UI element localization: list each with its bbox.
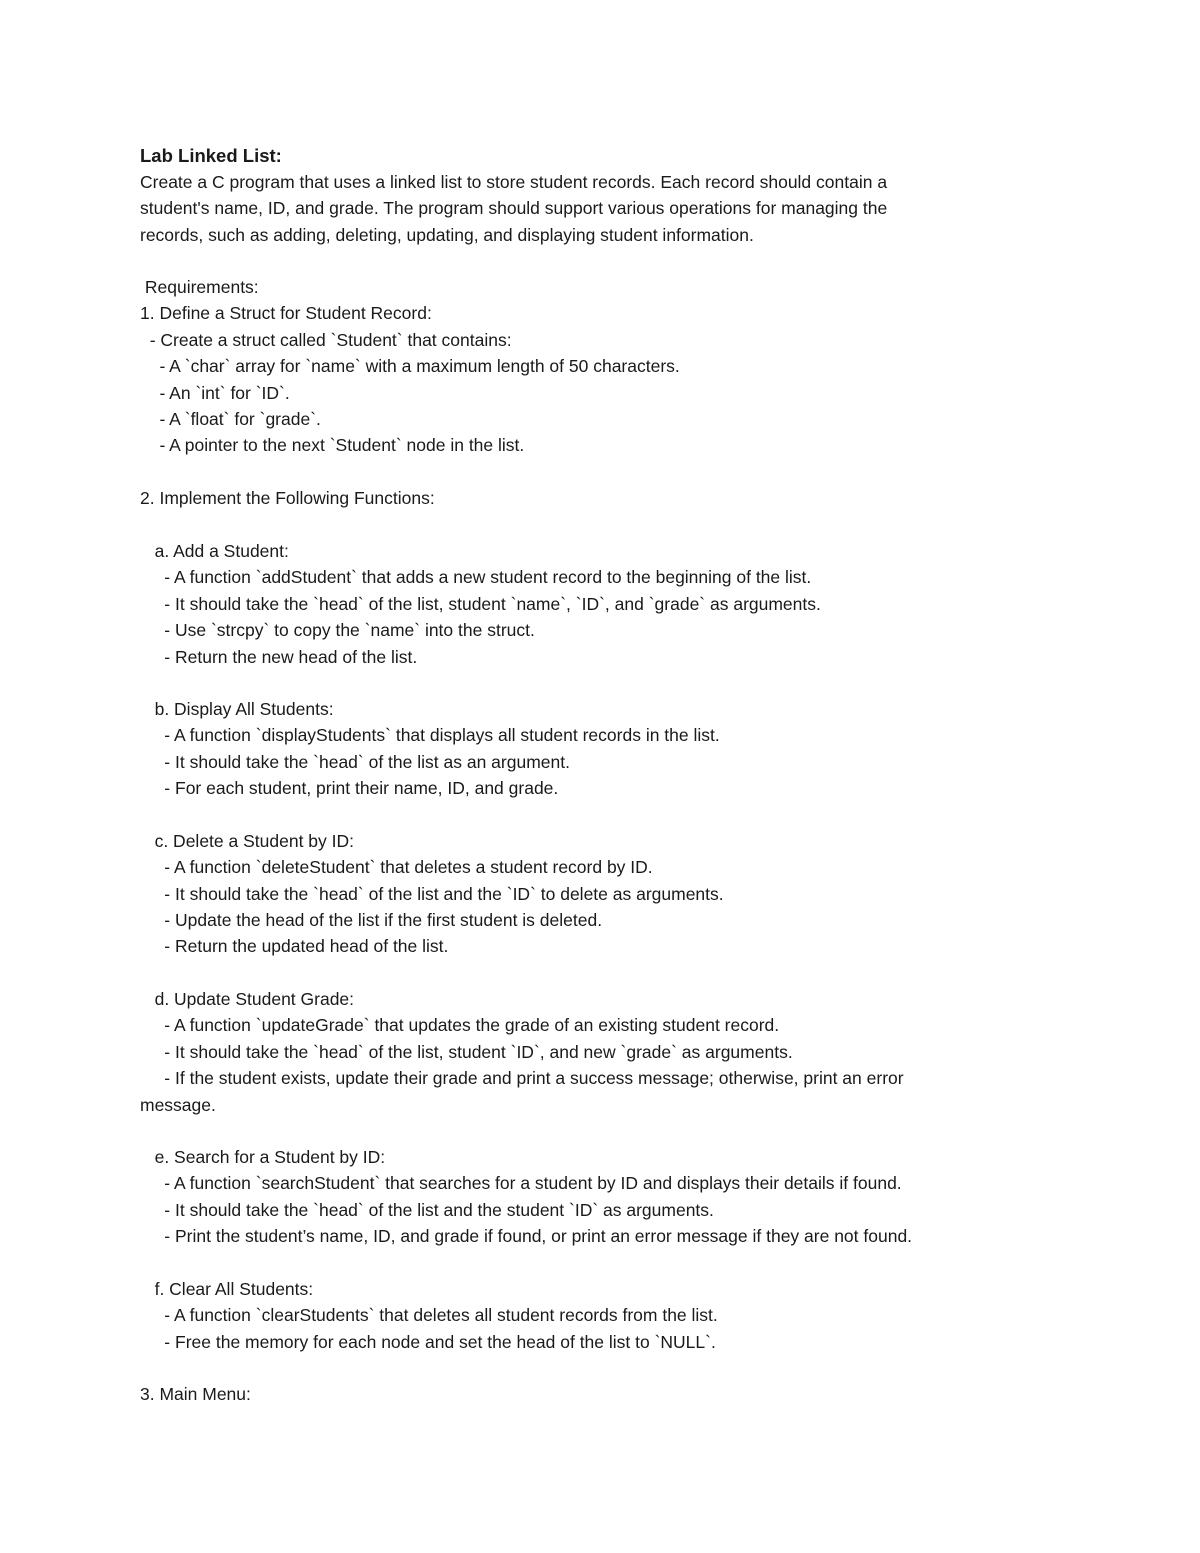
section-3-heading: 3. Main Menu: [140, 1384, 251, 1404]
subsection-c-heading: c. Delete a Student by ID: [140, 831, 354, 851]
subsection-f-line: - Free the memory for each node and set the head of the list to `NULL`. [140, 1332, 716, 1352]
intro-line: records, such as adding, deleting, updating, and displaying student information. [140, 225, 754, 245]
section-1-line: - A `char` array for `name` with a maximum length of 50 characters. [140, 356, 680, 376]
subsection-a-line: - Use `strcpy` to copy the `name` into the struct. [140, 620, 535, 640]
subsection-d-line: - A function `updateGrade` that updates the grade of an existing student record. [140, 1015, 780, 1035]
subsection-d-line: - If the student exists, update their grade and print a success message; otherwise, print an error [140, 1068, 904, 1088]
section-2-heading: 2. Implement the Following Functions: [140, 488, 435, 508]
section-1-line: - A pointer to the next `Student` node in the list. [140, 435, 525, 455]
subsection-b-line: - For each student, print their name, ID, and grade. [140, 778, 559, 798]
section-1-line: - A `float` for `grade`. [140, 409, 321, 429]
intro-line: student's name, ID, and grade. The program should support various operations for managing the [140, 198, 888, 218]
subsection-d-line: message. [140, 1095, 216, 1115]
subsection-c-line: - It should take the `head` of the list and the `ID` to delete as arguments. [140, 884, 724, 904]
subsection-a-line: - It should take the `head` of the list, student `name`, `ID`, and `grade` as arguments. [140, 594, 821, 614]
subsection-b-line: - It should take the `head` of the list as an argument. [140, 752, 570, 772]
subsection-b-line: - A function `displayStudents` that displays all student records in the list. [140, 725, 720, 745]
subsection-e-line: - A function `searchStudent` that searches for a student by ID and displays their details if found. [140, 1173, 902, 1193]
requirements-heading: Requirements: [140, 277, 259, 297]
subsection-a-line: - Return the new head of the list. [140, 647, 418, 667]
subsection-f-heading: f. Clear All Students: [140, 1279, 314, 1299]
subsection-f-line: - A function `clearStudents` that deletes all student records from the list. [140, 1305, 718, 1325]
subsection-b-heading: b. Display All Students: [140, 699, 334, 719]
subsection-e-heading: e. Search for a Student by ID: [140, 1147, 386, 1167]
subsection-d-heading: d. Update Student Grade: [140, 989, 355, 1009]
subsection-a-line: - A function `addStudent` that adds a new student record to the beginning of the list. [140, 567, 812, 587]
subsection-a-heading: a. Add a Student: [140, 541, 289, 561]
subsection-e-line: - It should take the `head` of the list and the student `ID` as arguments. [140, 1200, 714, 1220]
subsection-c-line: - Update the head of the list if the first student is deleted. [140, 910, 603, 930]
section-1-line: - Create a struct called `Student` that contains: [140, 330, 512, 350]
subsection-e-line: - Print the student’s name, ID, and grade if found, or print an error message if they are not found. [140, 1226, 913, 1246]
subsection-c-line: - A function `deleteStudent` that deletes a student record by ID. [140, 857, 653, 877]
section-1-line: - An `int` for `ID`. [140, 383, 290, 403]
subsection-d-line: - It should take the `head` of the list, student `ID`, and new `grade` as arguments. [140, 1042, 793, 1062]
section-1-heading: 1. Define a Struct for Student Record: [140, 303, 432, 323]
document-title: Lab Linked List: [140, 145, 282, 166]
subsection-c-line: - Return the updated head of the list. [140, 936, 449, 956]
intro-line: Create a C program that uses a linked list to store student records. Each record should contain a [140, 172, 888, 192]
